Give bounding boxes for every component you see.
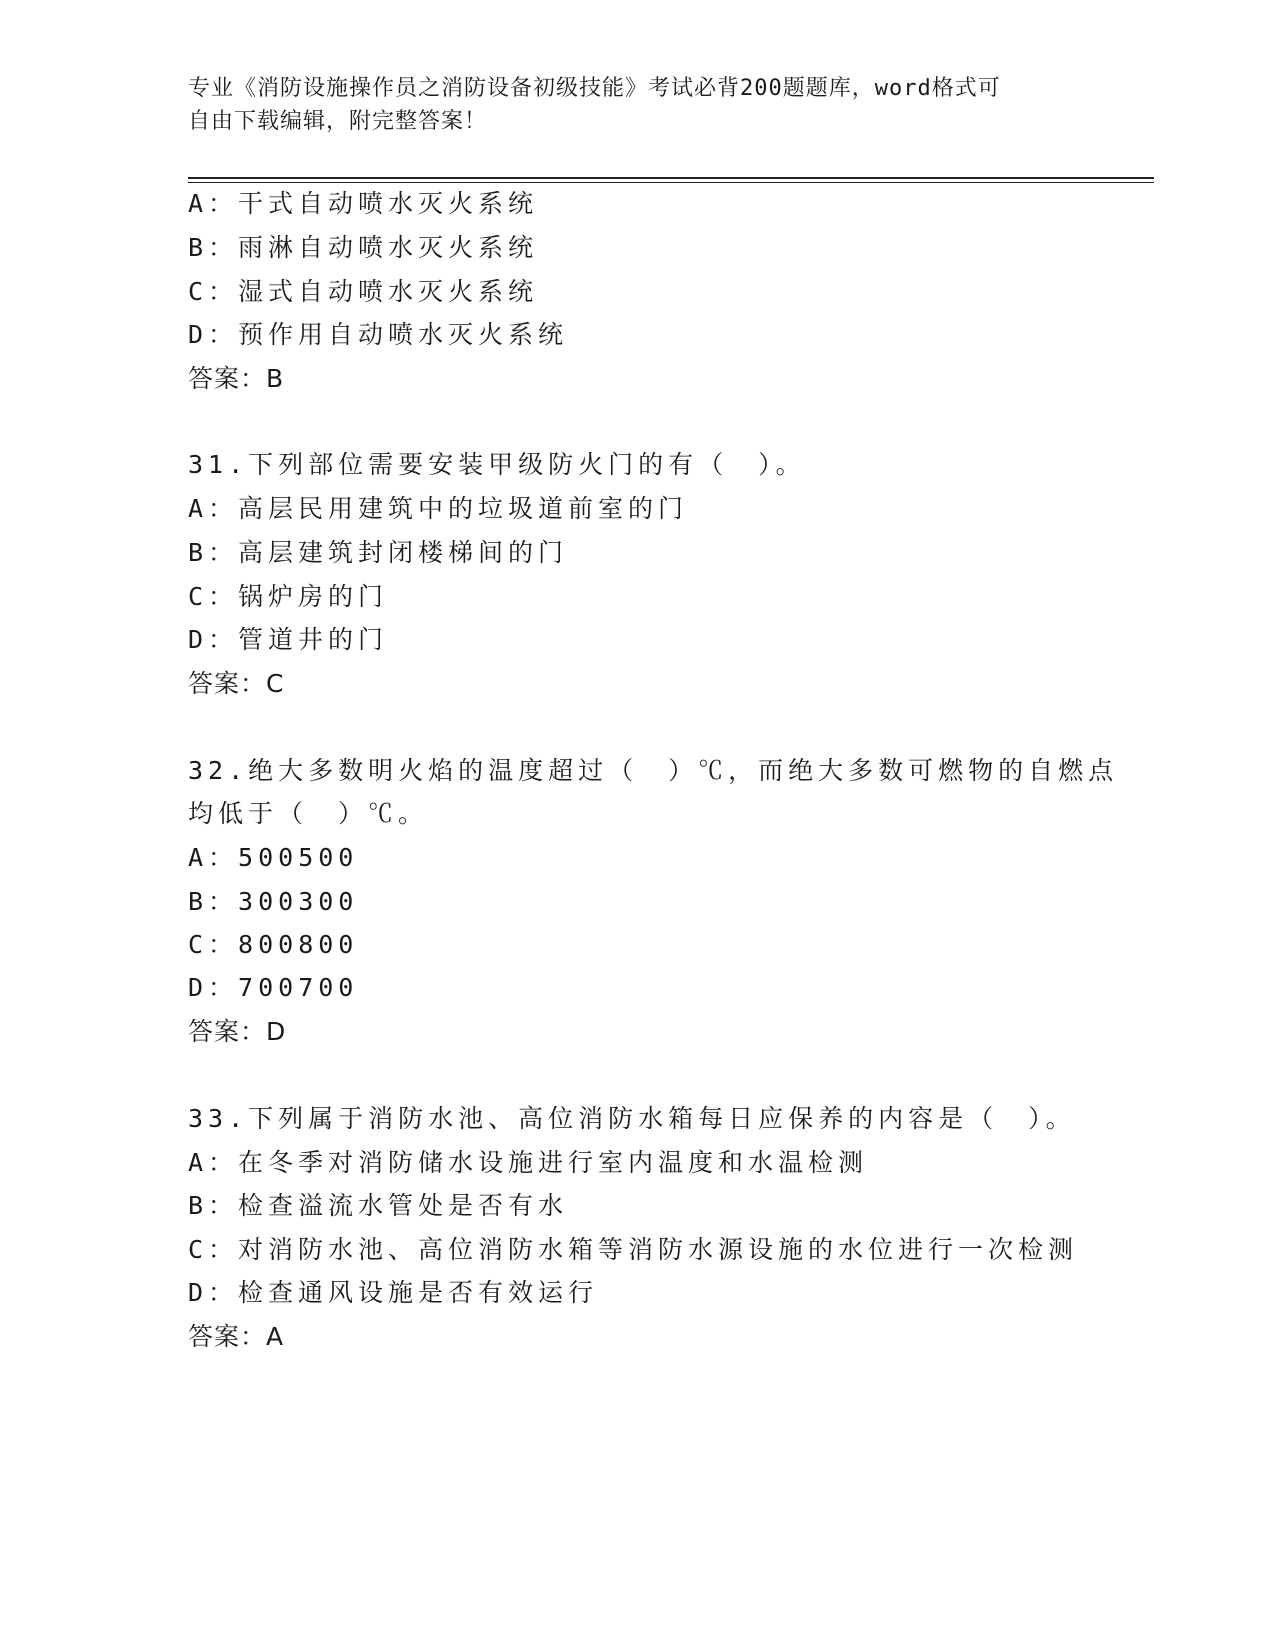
q30-answer: 答案：B <box>188 364 285 393</box>
q33-answer: 答案：A <box>188 1322 285 1351</box>
header-title-line-1: 专业《消防设施操作员之消防设备初级技能》考试必背200题题库，word格式可 <box>188 76 1001 101</box>
q30-option-d: D：预作用自动喷水灭火系统 <box>188 320 569 349</box>
q33-question: 33.下列属于消防水池、高位消防水箱每日应保养的内容是（ ）。 <box>188 1104 1076 1133</box>
header-title-line-2: 自由下载编辑，附完整答案！ <box>188 109 488 134</box>
q30-option-b: B：雨淋自动喷水灭火系统 <box>188 233 539 262</box>
q31-option-c: C：锅炉房的门 <box>188 582 389 611</box>
document-header <box>188 72 1088 138</box>
q32-question-line-1: 32.绝大多数明火焰的温度超过（ ）℃，而绝大多数可燃物的自燃点 <box>188 756 1119 785</box>
q33-option-a: A：在冬季对消防储水设施进行室内温度和水温检测 <box>188 1148 869 1177</box>
q33-option-c: C：对消防水池、高位消防水箱等消防水源设施的水位进行一次检测 <box>188 1235 1079 1264</box>
q30-option-a: A：干式自动喷水灭火系统 <box>188 189 539 218</box>
q30-option-c: C：湿式自动喷水灭火系统 <box>188 277 539 306</box>
q32-option-c: C：800800 <box>188 930 359 959</box>
q32-option-d: D：700700 <box>188 973 359 1002</box>
q32-question-line-2: 均低于（ ）℃。 <box>188 799 429 828</box>
q31-option-d: D：管道井的门 <box>188 625 389 654</box>
header-divider-thin <box>188 182 1154 183</box>
q31-question: 31.下列部位需要安装甲级防火门的有（ ）。 <box>188 450 806 479</box>
q33-option-d: D：检查通风设施是否有效运行 <box>188 1278 599 1307</box>
q32-option-a: A：500500 <box>188 843 359 872</box>
q33-option-b: B：检查溢流水管处是否有水 <box>188 1191 569 1220</box>
header-divider-thick <box>188 177 1154 179</box>
q32-option-b: B：300300 <box>188 887 359 916</box>
q31-answer: 答案：C <box>188 669 285 698</box>
q32-answer: 答案：D <box>188 1017 287 1046</box>
q31-option-a: A：高层民用建筑中的垃圾道前室的门 <box>188 494 689 523</box>
q31-option-b: B：高层建筑封闭楼梯间的门 <box>188 538 569 567</box>
